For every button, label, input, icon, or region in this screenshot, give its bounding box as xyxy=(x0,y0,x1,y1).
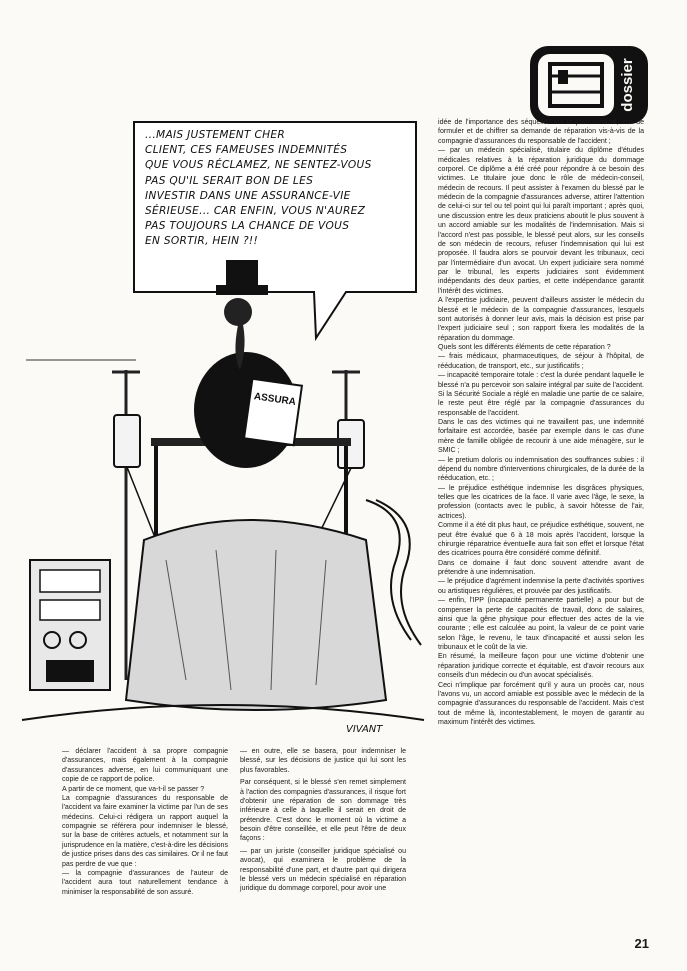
paragraph: A partir de ce moment, que va-t-il se passer ? xyxy=(62,785,205,793)
paragraph: Quels sont les différents éléments de cette réparation ? xyxy=(438,344,611,351)
paragraph: La compagnie d'assurances du responsable de l'accident va faire examiner la victime par l'un de ses médecins. Celui-ci rédigera un rapport auquel la compagnie se référera pour indemniser le blessé, sur la base de critères actuels, et notamment sur la jurisprudence en la matière, c'est-à-dire les décisions de justice prises dans des cas similaires. Or il ne faut pas perdre de vue que : xyxy=(62,794,228,868)
paragraph: — le préjudice d'agrément indemnise la perte d'activités sportives ou artistiques régulières, et prouvée par des justificatifs. xyxy=(438,578,644,595)
dossier-badge xyxy=(528,44,650,126)
page-number: 21 xyxy=(634,936,649,951)
paragraph: — le pretium doloris ou indemnisation des souffrances subies : il dépend du nombre d'interventions chirurgicales, de la durée de la rééducation, etc. ; xyxy=(438,456,644,483)
balloon-line: CLIENT, CES FAMEUSES INDEMNITÉS xyxy=(145,144,348,157)
balloon-line: QUE VOUS RÉCLAMEZ, NE SENTEZ-VOUS xyxy=(145,159,372,172)
paragraph: — par un médecin spécialisé, titulaire du diplôme d'études médicales relatives à la réparation juridique du dommage corporel. Ce diplôme a été créé pour répondre à ce besoin des victimes. Le titulaire joue donc le rôle de médecin-conseil, médecin de recours. Il peut assister à l'examen du blessé par le médecin de la compagnie d'assurances adverse, attirer l'attention de celui-ci sur tel ou tel point qui lui paraît important ; après quoi, une discussion entre les deux praticiens aboutit le plus souvent à un accord amiable sur les modalités de l'indemnisation. Mais si l'accord n'est pas possible, le blessé peut alors, sur les conseils de son médecin de recours, refuser l'indemnisation qui lui est proposée. Il faudra alors se pourvoir devant les tribunaux, ceci par l'intermédiaire d'un avocat. Un expert judiciaire sera nommé par le tribunal, les experts judiciaires sont évidemment indépendants des deux parties, et cette indépendance garantit l'intérêt des victimes. xyxy=(438,147,644,295)
balloon-line: SÉRIEUSE... CAR ENFIN, VOUS N'AUREZ xyxy=(145,205,366,218)
paragraph: Comme il a été dit plus haut, ce préjudice esthétique, souvent, ne peut être évalué que 6 à 18 mois après l'accident, lorsque la chirurgie réparatrice éventuelle aura fait son effet et lorsque l'état des cicatrices pourra être considéré comme définitif. xyxy=(438,522,644,558)
column-right xyxy=(438,118,644,727)
paragraph: En résumé, la meilleure façon pour une victime d'obtenir une réparation juridique correcte et équitable, est d'avoir recours aux conseils d'un médecin ou d'un avocat spécialisés. xyxy=(438,653,644,680)
balloon-line: INVESTIR DANS UNE ASSURANCE-VIE xyxy=(145,189,351,202)
paragraph: — en outre, elle se basera, pour indemniser le blessé, sur les décisions de justice qui lui sont les plus favorables. xyxy=(240,748,406,774)
balloon-line: EN SORTIR, HEIN ?!! xyxy=(145,235,258,248)
book-label: ASSURA xyxy=(253,391,297,409)
column-middle xyxy=(240,747,406,894)
cartoon-signature: VIVANT xyxy=(346,724,383,735)
dossier-label: dossier xyxy=(619,58,636,112)
paragraph: — la compagnie d'assurances de l'auteur de l'accident aura tout naturellement tendance à minimiser la responsabilité de son assuré. xyxy=(62,869,228,896)
paragraph: — frais médicaux, pharmaceutiques, de séjour à l'hôpital, de rééducation, de transport, etc., sur justificatifs ; xyxy=(438,353,644,370)
paragraph: — incapacité temporaire totale : c'est la durée pendant laquelle le blessé n'a pu percevoir son salaire intégral par suite de l'accident. Si la Sécurité Sociale a réglé en maladie une partie de ce salaire, le reste peut être réglé par la compagnie d'assurances du responsable de l'accident. xyxy=(438,372,644,417)
paragraph: Dans ce domaine il faut donc souvent attendre avant de prétendre à une indemnisation. xyxy=(438,559,644,576)
paragraph: idée de l'importance des séquelles sur le plan médical, afin de formuler et de chiffrer sa demande de réparation vis-à-vis de la compagnie d'assurances du responsable de l'accident ; xyxy=(438,119,644,145)
paragraph: Ceci n'implique par forcément qu'il y aura un procès car, nous l'avons vu, un accord amiable est possible avec le médecin de la compagnie d'assurances du responsable de l'accident. Mais c'est tout de même là, incontestablement, le moyen de garantir au maximum l'intérêt des victimes. xyxy=(438,681,644,726)
paragraph: — par un juriste (conseiller juridique spécialisé ou avocat), qui examinera le problème de la responsabilité d'une part, et d'autre part qui dirigera le blessé vers un médecin spécialisé en réparation juridique du dommage corporel, pour avoir une xyxy=(240,847,406,893)
column-left xyxy=(62,747,228,897)
balloon-line: PAS QU'IL SERAIT BON DE LES xyxy=(145,174,314,187)
paragraph: Dans le cas des victimes qui ne travaillent pas, une indemnité forfaitaire est accordée, basée par exemple dans le cas d'une mère de famille obligée de recourir à une aide ménagère, sur le SMIC ; xyxy=(438,419,644,455)
balloon-line: ...MAIS JUSTEMENT CHER xyxy=(145,129,286,141)
balloon-line: PAS TOUJOURS LA CHANCE DE VOUS xyxy=(145,220,350,233)
paragraph: Par conséquent, si le blessé s'en remet simplement à l'action des compagnies d'assurances, il risque fort d'obtenir une réparation de son dommage très inférieure à celle à laquelle il serait en droit de prétendre. C'est donc le moment où la victime a besoin d'être conseillée, et elle peut l'être de deux façons : xyxy=(240,779,406,843)
paragraph: — déclarer l'accident à sa propre compagnie d'assurances, mais également à la compagnie d'assurances adverse, en lui communiquant une copie de ce rapport de police. xyxy=(62,748,228,784)
paragraph: — le préjudice esthétique indemnise les disgrâces physiques, telles que les cicatrices de la face. Il varie avec l'âge, le sexe, la profession (contacts avec le public, à savoir hôtesse de l'air, actrices). xyxy=(438,484,644,520)
paragraph: A l'expertise judiciaire, peuvent d'ailleurs assister le médecin du blessé et le médecin de la compagnie d'assurances, lesquels sont autorisés à donner leur avis, mais la décision est prise par l'expert judiciaire seul ; son rapport fixera les modalités de la réparation du dommage. xyxy=(438,297,644,342)
speech-balloon-text xyxy=(145,128,405,250)
paragraph: — enfin, l'IPP (incapacité permanente partielle) a pour but de compenser la perte de capacités de travail, donc de salaires, ainsi que la gêne physique pour effectuer des actes de la vie courante ; elle est calculée au point, la valeur de ce point varie selon l'âge, le revenu, le taux d'incapacité et aussi selon les tribunaux et le coût de la vie. xyxy=(438,597,644,651)
